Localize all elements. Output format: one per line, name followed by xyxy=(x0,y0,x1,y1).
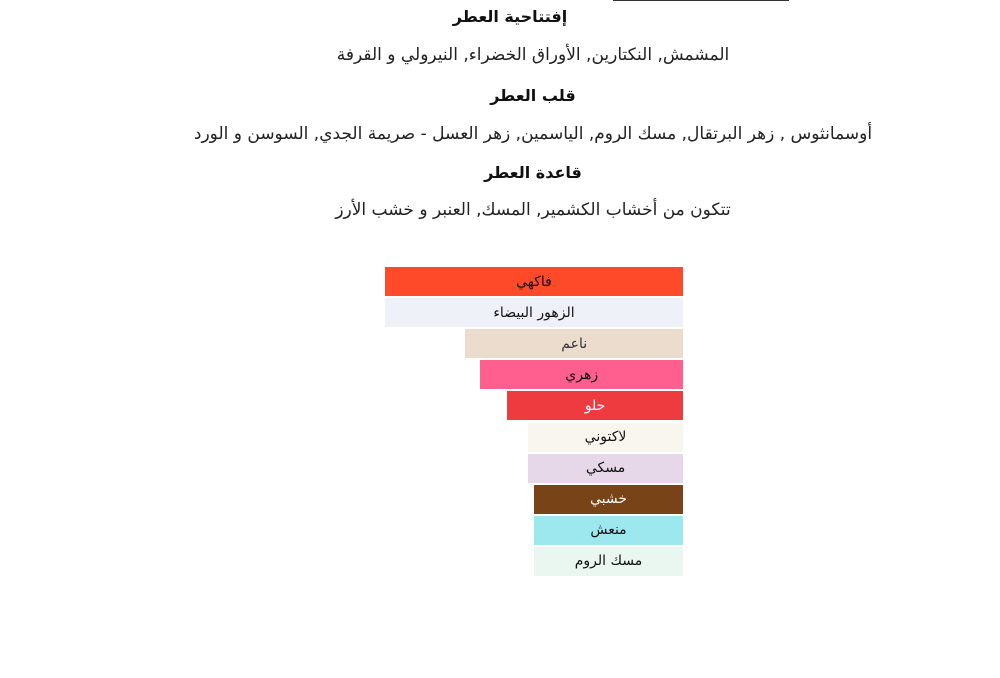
accord-bar: فاكهي xyxy=(385,267,683,296)
top-notes-heading: إفتتاحية العطر xyxy=(452,7,568,26)
top-notes-text: المشمش, النكتارين, الأوراق الخضراء, النيرولي و القرفة xyxy=(336,45,730,65)
accord-bar: خشبي xyxy=(534,485,683,514)
top-divider-line xyxy=(613,0,789,1)
accord-bar: ناعم xyxy=(465,329,683,358)
accord-bar: مسكي xyxy=(528,454,683,483)
accord-bar: منعش xyxy=(534,516,683,545)
heart-notes-heading: قلب العطر xyxy=(490,86,576,105)
base-notes-text: تتكون من أخشاب الكشمير, المسك, العنبر و خشب الأرز xyxy=(335,200,731,220)
accord-bar: مسك الروم xyxy=(534,547,683,576)
base-notes-heading: قاعدة العطر xyxy=(484,163,582,182)
accord-bar: لاكتوني xyxy=(528,423,683,452)
accord-bar: الزهور البيضاء xyxy=(385,298,683,327)
heart-notes-text: أوسمانثوس , زهر البرتقال, مسك الروم, الياسمين, زهر العسل - صريمة الجدي, السوسن و الورد xyxy=(193,124,873,144)
accord-bar: زهري xyxy=(480,360,683,389)
accord-bar: حلو xyxy=(507,391,683,420)
